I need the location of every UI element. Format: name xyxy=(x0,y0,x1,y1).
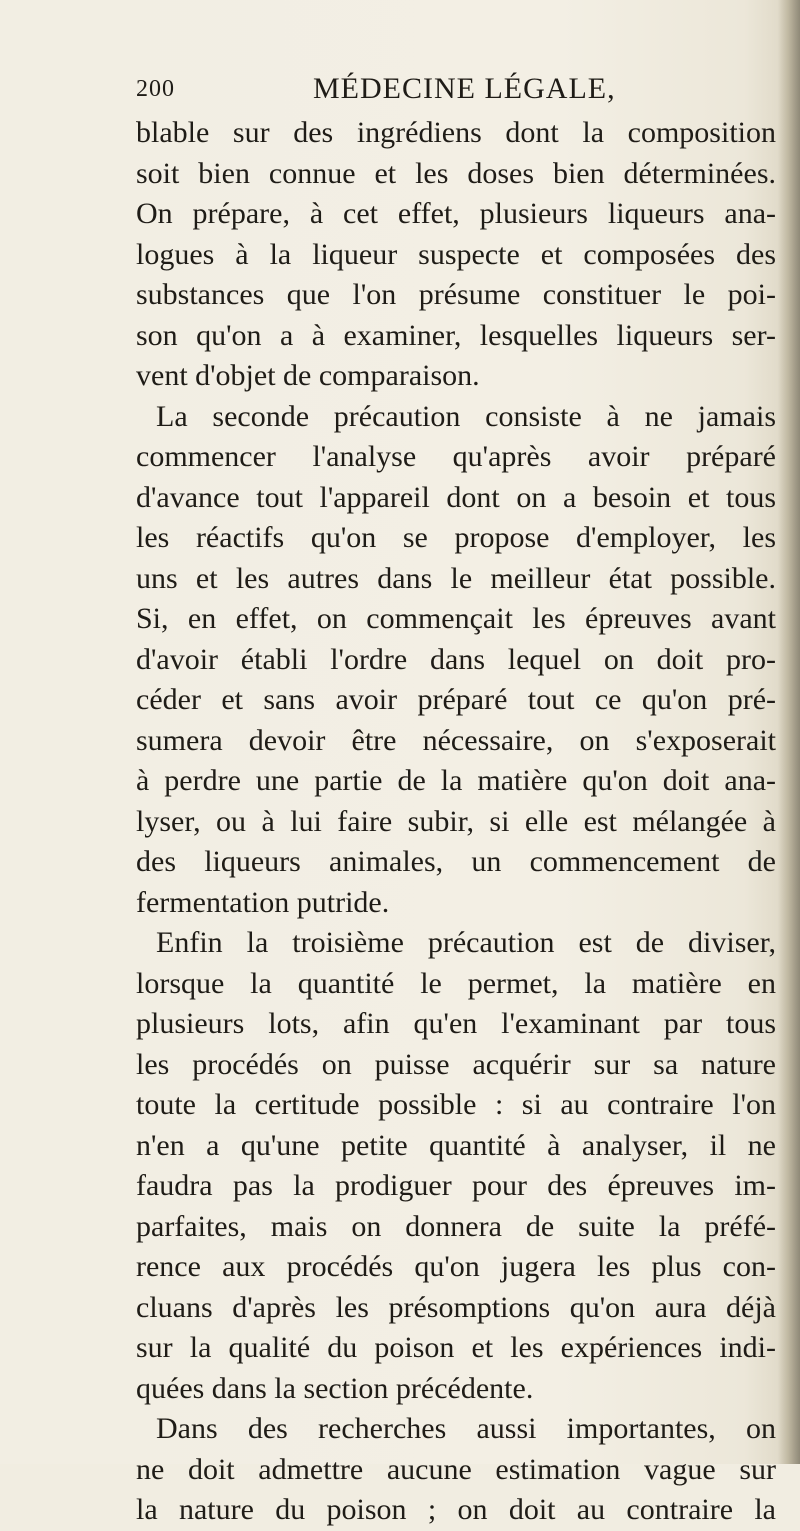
text-line: Enfin la troisième précaution est de diviser, xyxy=(156,926,776,959)
text-line: toute la certitude possible : si au contraire l'on xyxy=(136,1088,776,1121)
text-line: n'en a qu'une petite quantité à analyser, il ne xyxy=(136,1128,776,1162)
text-line: son qu'on a à examiner, lesquelles liqueurs ser- xyxy=(136,318,776,352)
running-title: MÉDECINE LÉGALE, xyxy=(313,72,616,105)
page-header xyxy=(136,70,776,110)
text-line: cluans d'après les présomptions qu'on aura déjà xyxy=(136,1290,776,1324)
text-line: vent d'objet de comparaison. xyxy=(136,359,480,392)
text-line: d'avoir établi l'ordre dans lequel on doit pro- xyxy=(136,642,776,676)
text-line: la nature du poison ; on doit au contraire la xyxy=(136,1493,776,1526)
text-line: parfaites, mais on donnera de suite la préfé- xyxy=(136,1209,776,1243)
text-line: faudra pas la prodiguer pour des épreuves im- xyxy=(136,1169,776,1202)
text-line: Dans des recherches aussi importantes, on xyxy=(156,1412,776,1445)
text-line: Si, en effet, on commençait les épreuves avant xyxy=(136,602,776,635)
text-line: blable sur des ingrédiens dont la composition xyxy=(136,116,776,149)
page-edge-shadow xyxy=(778,0,800,1464)
text-line: logues à la liqueur suspecte et composées des xyxy=(136,237,776,271)
text-line: sur la qualité du poison et les expériences indi- xyxy=(136,1331,776,1364)
text-line: On prépare, à cet effet, plusieurs liqueurs ana- xyxy=(136,197,776,230)
text-line: commencer l'analyse qu'après avoir préparé xyxy=(136,440,776,473)
text-line: substances que l'on présume constituer le poi- xyxy=(136,278,776,311)
text-line: des liqueurs animales, un commencement de xyxy=(136,845,776,878)
text-line: ne doit admettre aucune estimation vague sur xyxy=(136,1452,776,1486)
text-line: lyser, ou à lui faire subir, si elle est mélangée à xyxy=(136,804,776,838)
text-line: plusieurs lots, afin qu'en l'examinant par tous xyxy=(136,1007,776,1040)
text-line: les réactifs qu'on se propose d'employer, les xyxy=(136,521,776,554)
text-line: La seconde précaution consiste à ne jamais xyxy=(156,399,776,433)
text-line: quées dans la section précédente. xyxy=(136,1371,534,1405)
text-line: sumera devoir être nécessaire, on s'exposerait xyxy=(136,723,776,757)
text-line: soit bien connue et les doses bien déterminées. xyxy=(136,156,776,190)
page-number: 200 xyxy=(136,76,175,102)
text-line: céder et sans avoir préparé tout ce qu'on pré- xyxy=(136,683,776,716)
text-line: rence aux procédés qu'on jugera les plus con- xyxy=(136,1250,776,1283)
text-line: les procédés on puisse acquérir sur sa nature xyxy=(136,1047,776,1081)
text-line: fermentation putride. xyxy=(136,885,390,919)
text-line: lorsque la quantité le permet, la matière en xyxy=(136,966,776,1000)
text-line: d'avance tout l'appareil dont on a besoin et tous xyxy=(136,480,776,514)
text-line: à perdre une partie de la matière qu'on doit ana- xyxy=(136,764,776,797)
body-text xyxy=(136,113,776,1531)
text-line: uns et les autres dans le meilleur état possible. xyxy=(136,561,776,595)
